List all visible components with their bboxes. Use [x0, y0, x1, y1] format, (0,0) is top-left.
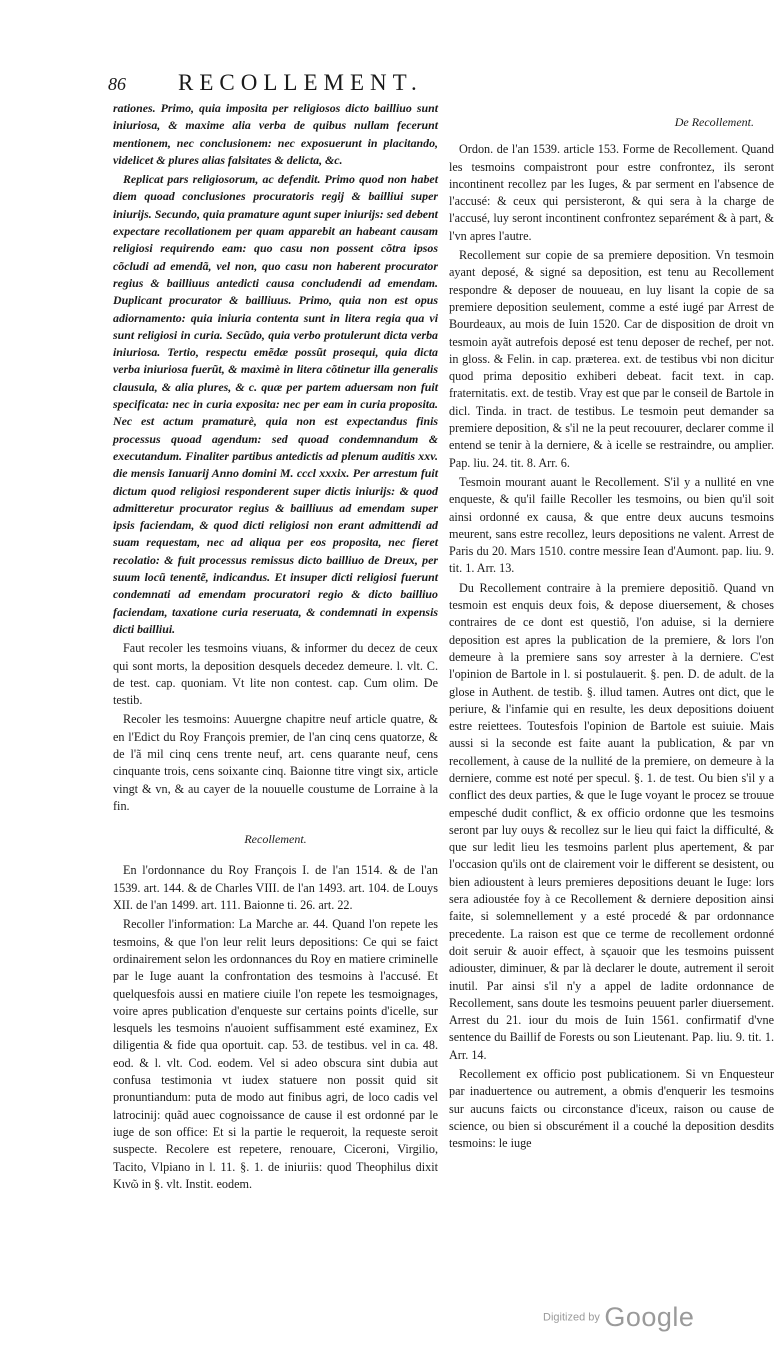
left-paragraph-4: Recoler les tesmoins: Auuergne chapitre neuf article quatre, & en l'Edict du Roy François premier, de l'an cinq cens quatorze, & de l'ã mil cinq cens trente neuf, art. cens quarante neuf, cens cinquante trois, cens soixante cinq. Baionne titre vingt six, article vingt & vn, & au cayer de la nouuelle coustume de Lorraine à la fin.	[113, 712, 438, 813]
right-paragraph-5: Recollement ex officio post publicationem. Si vn Enquesteur par inaduertence ou autrement, a obmis d'enquerir les tesmoins sur aucuns faicts ou circonstance d'iceux, raison ou cause de science, ou bien si obscurément il a couché la deposition desdits tesmoins: le iuge	[449, 1067, 774, 1151]
right-paragraph-4: Du Recollement contraire à la premiere depositiõ. Quand vn tesmoin est enquis deux fois, & depose diuersement, & choses contraires de ce dont est questiõ, l'on aduise, si la derniere deposition est apres la publication de la premiere, & lors l'on demeure à la premiere sans soy arrester à la derniere. C'est l'opinion de Bartole in l. si postulauerit. §. pen. D. de adult. de la glose in Authent. de testib. §. illud tamen. Autres ont dict, que le periure, & l'infamie qui en resulte, les deux depositions doiuent estre reiettees. Toutesfois l'opinion de Bartole est suiuie. Mais aussi si la seconde est faite auant la publication, & par vn recollement, à cause de la nullité de la premiere, on demeure à la derniere, comme est noté per specul. §. 1. de test. Ou bien s'il y a conflict des deux parties, & que le Iuge voyant le procez se trouue empesché dudit conflict, & ex officio ordonne que les tesmoins seront par luy ouys & recollez sur le lieu qui faict la difficulté, & que sur ledit lieu les tesmoins parlent plus apertement, & par l'occasion qu'ils ont de clairement voir le different se desistent, ou bien adioustent à leurs premieres depositions deuant le Iuge: lors sera adioustée foy à ce Recollement & derniere deposition ainsi faite, si solemnellement y a esté procedé & par ordonnance precedente. La raison est que ce terme de recollement ordonné doit seruir & auoir effect, à sçauoir que les tesmoins puissent adiouster, diminuer, & par là declarer le doute, autrement il seroit inutil. Par ainsi s'il n'y a appel de ladite ordonnance de Recollement, sans doute les tesmoins peuuent parler diuersement. Arrest du 21. iour du mois de Iuin 1561. confirmatif d'vne sentence du Baillif de Forests ou son Lieutenant. Pap. liu. 9. tit. 1. Arr. 14.	[449, 580, 774, 1062]
right-paragraph-2: Recollement sur copie de sa premiere deposition. Vn tesmoin ayant deposé, & signé sa deposition, est tenu au Recollement respondre & deposer de nouueau, en luy lisant la copie de sa premiere deposition seulement, comme a esté iugé par Arrest de Bourdeaux, au mois de Iuin 1520. Car de disposition de droit vn tesmoin ayãt autrefois deposé est tenu deposer de rechef, per not. in gloss. & Felin. in cap. præterea. ext. de testibus vbi non dicitur quod prima depositio exhiberi debeat. facit text. in cap. fraternitatis. ext. de testib. Vray est que par le conseil de Bartole in dicl. Tinda. in tract. de testibus. Le tesmoin peut demander sa premiere deposition, & s'il ne la peut recouurer, declarer comme il entend se tenir à la derniere, & à icelle se restraindre, ou amplier. Pap. liu. 24. tit. 8. Arr. 6.	[449, 248, 774, 470]
left-paragraph-3: Faut recoler les tesmoins viuans, & informer du decez de ceux qui sont morts, la deposition desquels decedez demeure. l. vlt. C. de test. cap. quoniam. Vt lite non contest. cap. Cum olim. De testib.	[113, 641, 438, 708]
digitized-by-label: Digitized by	[543, 1311, 600, 1324]
left-column	[113, 100, 438, 1193]
section-heading-recollement: Recollement.	[244, 832, 307, 847]
google-logo: Google	[604, 1302, 695, 1332]
section-heading-de-recollement: De Recollement.	[674, 115, 754, 129]
right-paragraph-1: Ordon. de l'an 1539. article 153. Forme de Recollement. Quand les tesmoins compaistront pour estre confrontez, ils seront incontinent recollez par les Iuges, & par serment en l'absence de l'accusé: & ceux qui persisteront, & qui sera à la charge de l'accusé, luy seront incontinent confrontez separément & à part, & l'vn apres l'autre.	[449, 142, 774, 243]
left-paragraph-1: rationes. Primo, quia imposita per religiosos dicto bailliuo sunt iniuriosa, & maxime alia verba de quibus nullam fecerunt mentionem, nec conclusionem: nec exposuerunt in placitando, videlicet & plures alias falsitates & delicta, &c.	[113, 101, 438, 167]
right-column	[449, 100, 774, 1153]
running-title: RECOLLEMENT.	[178, 70, 423, 95]
left-paragraph-5: En l'ordonnance du Roy François I. de l'an 1514. & de l'an 1539. art. 144. & de Charles VIII. de l'an 1493. art. 104. de Louys XII. de l'an 1499. art. 111. Baionne ti. 26. art. 22.	[113, 863, 438, 913]
page-header	[108, 70, 579, 98]
page-number: 86	[108, 74, 126, 94]
right-paragraph-3: Tesmoin mourant auant le Recollement. S'il y a nullité en vne enqueste, & qu'il faille Recoller les tesmoins, ou bien qu'il soit ainsi ordonné ex causa, & que entre deux aucuns tesmoins meurent, sans estre recollez, leurs depositions ne valent. Arrest de Paris du 20. Mars 1510. contre messire Iean d'Aumont. pap. liu. 9. tit. 1. Arr. 13.	[449, 474, 774, 576]
digitized-by-watermark	[543, 1302, 694, 1333]
left-paragraph-2: Replicat pars religiosorum, ac defendit. Primo quod non habet diem quoad conclusiones procuratoris regij & bailliui super iniurijs. Secundo, quia pramature agunt super iniurijs: sed debent expectare recollationem per quam apparebit an habeant causam religiosi requirendo eam: quo casu non possent cõtra ipsos cõcludi ad emendã, vel non, quo casu non haberent procurator regius & bailliuus antedicti causa concludendi ad emendam. Duplicant procurator & bailliuus. Primo, quia non est opus adiornamento: quia iniuria contenta sunt in litera regia qua vi sunt religiosi in curia. Secũdo, quia verbo protulerunt dicta verba iniuriosa. Tertio, respectu emẽdæ possũt prosequi, quia dicta verba iniuriosa fuerũt, & maximè in litera cõtinetur illa generalis clausula, & alia plures, & c. quæ per partem aduersam non fuit specificata: nec in curia exposita: nec per eam in curia proposita. Nec est actum pramaturè, quia non est expectandus finis processus quoad agendum: sed quoad condemnandum & executandum. Finaliter partibus antedictis ad plenum auditis xxv. die mensis Ianuarij Anno domini M. cccl xxxix. Per arrestum fuit dictum quod religiosi responderent super dictis iniurijs: & quod admitteretur procurator regius & bailliuus ad emendam super ipsis faciendam, & quod dicti religiosi non erant admittendi ad suam requestam, nec ad aliqua per eos proposita, nec fieret recolatio: & fuit processus remissus dicto bailliuo de Dreux, per suum locũ tenentẽ, indicandus. Et insuper dicti religiosi fuerunt condemnati ad emendam procuratori regio & dicto bailliuo faciendam, taxatione curia reseruata, & condemnati in expensis dicti bailliui.	[113, 172, 438, 636]
left-paragraph-6: Recoller l'information: La Marche ar. 44. Quand l'on repete les tesmoins, & que l'on leur relit leurs depositions: Ce qui se faict ordinairement selon les ordonnances du Roy en matiere criminelle par le Iuge auant la confrontation des tesmoins à l'accusé. Et quelquesfois aussi en matiere ciuile l'on repete les tesmoignages, voire apres publication d'enqueste sur certains points d'icelle, sur lesquels les tesmoins n'auoient suffisamment esté examinez, Ex diligentia & fide qua oportuit. cap. 53. de testibus. vel in ca. 48. eod. & l. vlt. Cod. eodem. Vel si adeo obscura sint dubia aut confusa testimonia vt iudex statuere non possit quid sit pronuntiandum: puta de modo aut finibus agri, de loco cadis vel latrocinij: quãd auec cognoissance de cause il est ordonné par le iuge de son office: Et si la partie le requeroit, la requeste seroit suspecte. Recolere est repetere, renouare, Ciceroni, Virgilio, Tacito, Vlpiano in l. 11. §. 1. de iniuriis: quod Theophilus dixit Κινῶ in §. vlt. Instit. eodem.	[113, 917, 438, 1191]
